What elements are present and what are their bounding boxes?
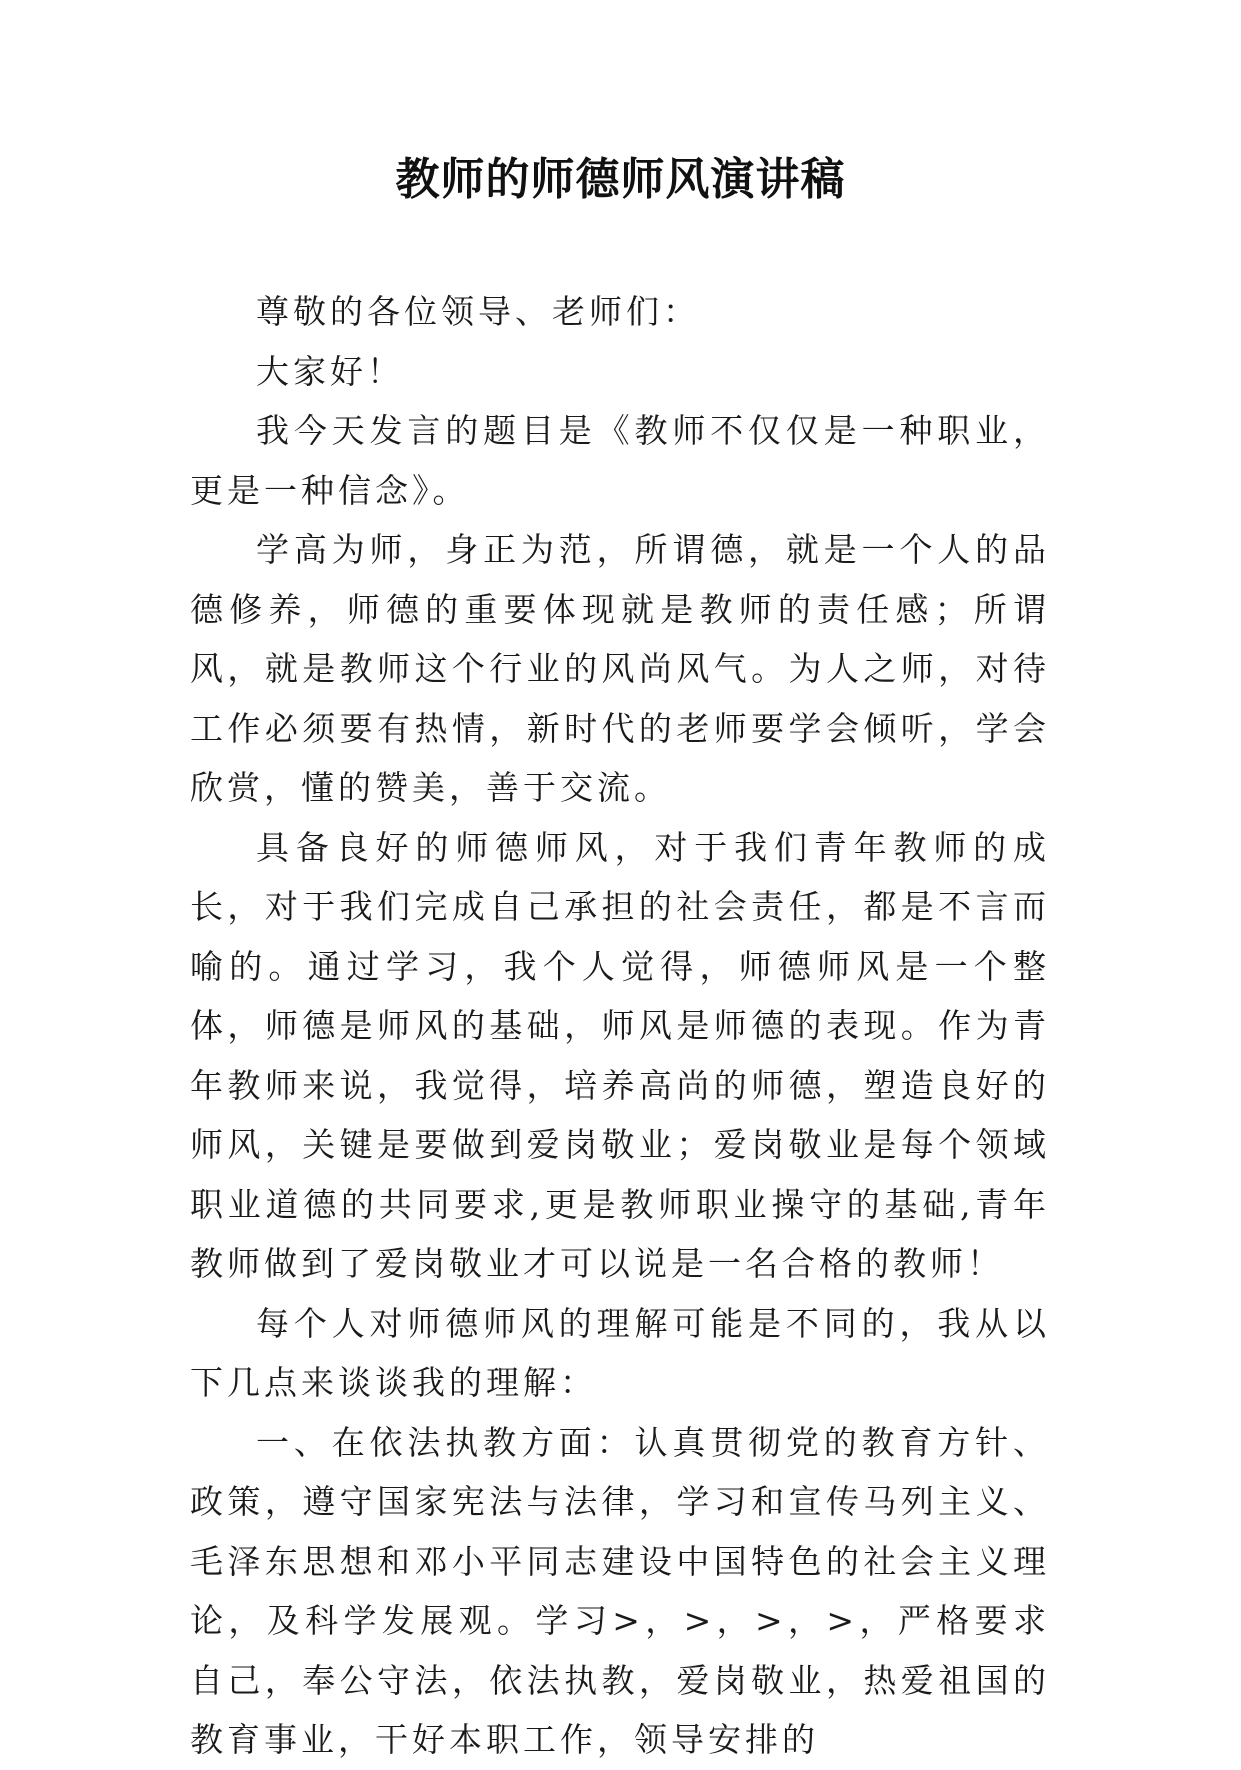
paragraph-salutation: 尊敬的各位领导、老师们： bbox=[256, 292, 700, 331]
paragraph-importance: 具备良好的师德师风，对于我们青年教师的成长，对于我们完成自己承担的社会责任，都是不言而喻的。通过学习，我个人觉得，师德师风是一个整体，师德是师风的基础，师风是师德的表现。作为青年教师来说，我觉得，培养高尚的师德，塑造良好的师风，关键是要做到爱岗敬业；爱岗敬业是每个领域职业道德的共同要求,更是教师职业操守的基础,青年教师做到了爱岗敬业才可以说是一名合格的教师！ bbox=[190, 827, 1050, 1283]
paragraph-greeting: 大家好！ bbox=[256, 351, 404, 391]
paragraph-definition: 学高为师，身正为范，所谓德，就是一个人的品德修养，师德的重要体现就是教师的责任感；所谓风，就是教师这个行业的风尚风气。为人之师，对待工作必须要有热情，新时代的老师要学会倾听，学会欣赏，懂的赞美，善于交流。 bbox=[190, 530, 1050, 807]
paragraph-topic: 我今天发言的题目是《教师不仅仅是一种职业，更是一种信念》。 bbox=[190, 411, 1050, 510]
paragraph-point-one: 一、在依法执教方面：认真贯彻党的教育方针、政策，遵守国家宪法与法律，学习和宣传马列主义、毛泽东思想和邓小平同志建设中国特色的社会主义理论，及科学发展观。学习>，>，>，>，严格要求自己，奉公守法，依法执教，爱岗敬业，热爱祖国的教育事业，干好本职工作，领导安排的 bbox=[190, 1422, 1050, 1759]
document-title: 教师的师德师风演讲稿 bbox=[395, 154, 846, 205]
document-body bbox=[190, 282, 1050, 1770]
paragraph-intro-points: 每个人对师德师风的理解可能是不同的，我从以下几点来谈谈我的理解： bbox=[190, 1303, 1050, 1402]
